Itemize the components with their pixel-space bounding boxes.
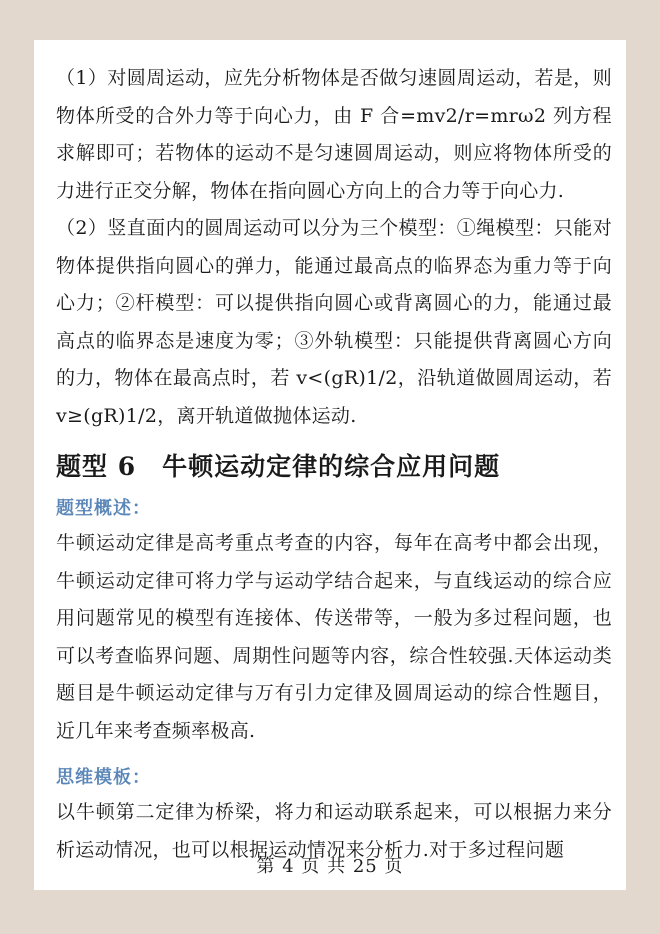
page-number-footer: 第 4 页 共 25 页 — [256, 856, 404, 877]
paragraph-circular-motion-1: （1）对圆周运动，应先分析物体是否做匀速圆周运动，若是，则物体所受的合外力等于向心力，由 F 合=mv2/r=mrω2 列方程求解即可；若物体的运动不是匀速圆周运动，则应将物体所受的力进行正交分解，物体在指向圆心方向上的合力等于向心力. — [56, 67, 612, 202]
template-label: 思维模板： — [56, 767, 151, 788]
paragraph-circular-motion-2: （2）竖直面内的圆周运动可以分为三个模型：①绳模型：只能对物体提供指向圆心的弹力，能通过最高点的临界态为重力等于向心力；②杆模型：可以提供指向圆心或背离圆心的力，能通过最高点的临界态是速度为零；③外轨模型：只能提供背离圆心方向的力，物体在最高点时，若 v<(gR)1/2，沿轨道做圆周运动，若 v≥(gR)1/2，离开轨道做抛体运动. — [56, 217, 612, 427]
overview-label: 题型概述： — [56, 498, 151, 519]
document-page — [34, 40, 626, 890]
section-title: 题型 6 牛顿运动定律的综合应用问题 — [56, 452, 501, 481]
template-text: 以牛顿第二定律为桥梁，将力和运动联系起来，可以根据力来分析运动情况，也可以根据运动情况来分析力.对于多过程问题 — [56, 801, 612, 861]
overview-text: 牛顿运动定律是高考重点考查的内容，每年在高考中都会出现，牛顿运动定律可将力学与运动学结合起来，与直线运动的综合应用问题常见的模型有连接体、传送带等，一般为多过程问题，也可以考查临界问题、周期性问题等内容，综合性较强.天体运动类题目是牛顿运动定律与万有引力定律及圆周运动的综合性题目，近几年来考查频率极高. — [56, 532, 612, 742]
page-content — [56, 60, 612, 869]
